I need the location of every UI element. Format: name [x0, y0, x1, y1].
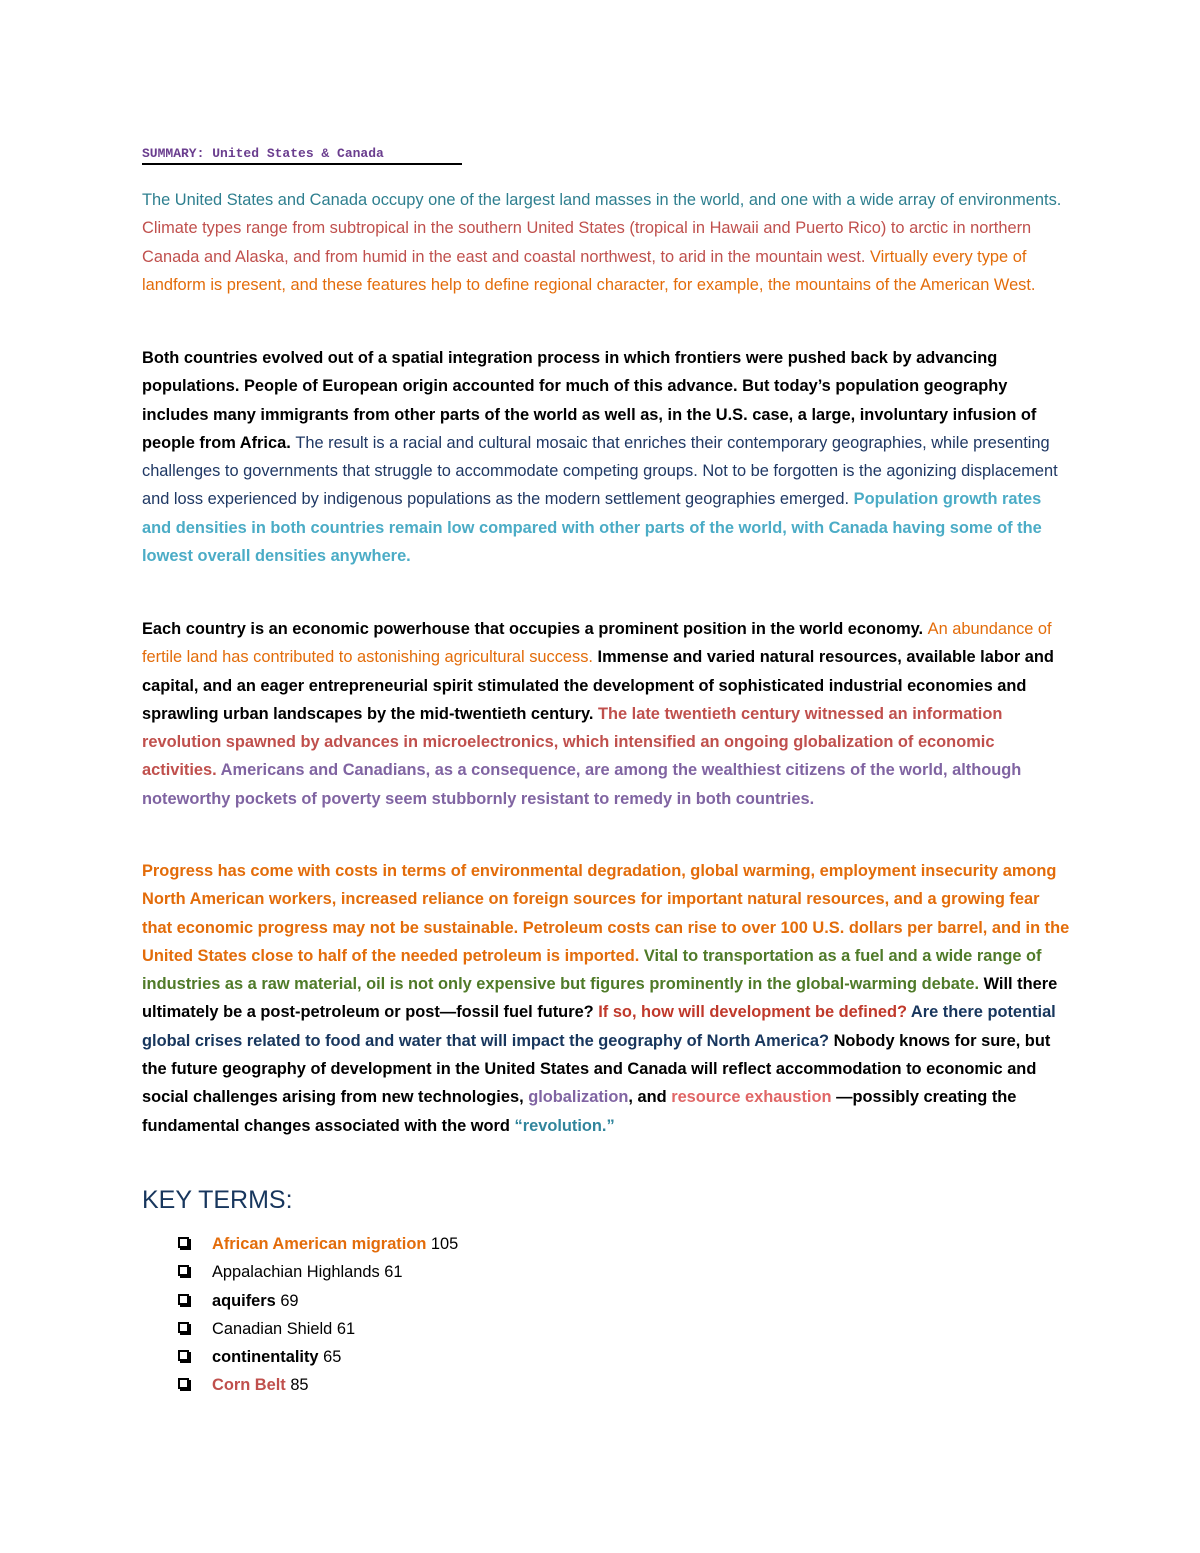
sentence: Immense and varied natural resources, available labor and capital, and an eager entrepreneurial spirit stimulated the development of sophisticated industrial economies and sprawling urban landscapes by the mid-twentieth century. — [142, 648, 1054, 723]
checkbox-icon[interactable] — [178, 1350, 189, 1361]
paragraph-population — [142, 344, 1072, 570]
key-term-item — [178, 1230, 458, 1258]
checkbox-icon[interactable] — [178, 1237, 189, 1248]
paragraph-environment — [142, 186, 1072, 299]
key-term: Appalachian Highlands — [212, 1263, 380, 1282]
sentence: —possibly creating the fundamental changes associated with the word — [142, 1088, 1017, 1135]
checkbox-icon[interactable] — [178, 1265, 189, 1276]
key-term-page: 61 — [379, 1263, 403, 1282]
key-terms-list — [178, 1230, 458, 1400]
key-term: African American migration — [212, 1235, 427, 1253]
key-term: continentality — [212, 1348, 319, 1367]
sentence: Each country is an economic powerhouse that occupies a prominent position in the world economy. — [142, 620, 928, 638]
sentence: Vital to transportation as a fuel and a wide range of industries as a raw material, oil is not only expensive but figures prominently in the global-warming debate. — [142, 946, 1042, 994]
key-term-page: 65 — [318, 1348, 342, 1367]
paragraph-economy — [142, 615, 1072, 813]
key-term-page: 61 — [332, 1319, 356, 1338]
key-terms-heading: KEY TERMS: — [142, 1186, 293, 1214]
sentence: The United States and Canada occupy one of the largest land masses in the world, and one with a wide array of environments. — [142, 191, 1062, 209]
sentence: , and — [628, 1088, 672, 1107]
sentence: Are there potential global crises related to food and water that will impact the geography of North America? — [142, 1003, 1056, 1050]
key-term-item — [178, 1258, 458, 1286]
key-term-page: 85 — [285, 1376, 309, 1395]
sentence: globalization — [528, 1088, 629, 1107]
summary-heading: SUMMARY: United States & Canada — [142, 146, 462, 165]
key-term-item — [178, 1287, 458, 1315]
sentence: Americans and Canadians, as a consequence, are among the wealthiest citizens of the world, although noteworthy pockets of poverty seem stubbornly resistant to remedy in both countries. — [142, 761, 1022, 808]
paragraph-progress — [142, 857, 1072, 1140]
sentence: An abundance of fertile land has contributed to astonishing agricultural success. — [142, 620, 1052, 667]
key-term-item — [178, 1371, 458, 1399]
key-term-item — [178, 1315, 458, 1343]
key-term-page: 69 — [275, 1291, 299, 1310]
checkbox-icon[interactable] — [178, 1378, 189, 1389]
sentence: Will there ultimately be a post-petroleum or post—fossil fuel future? — [142, 975, 1058, 1022]
sentence: “revolution.” — [514, 1116, 615, 1135]
sentence: Population growth rates and densities in both countries remain low compared with other parts of the world, with Canada having some of the lowest overall densities anywhere. — [142, 490, 1042, 566]
sentence: resource exhaustion — [671, 1088, 837, 1107]
key-term: aquifers — [212, 1291, 276, 1310]
sentence: The late twentieth century witnessed an information revolution spawned by advances in microelectronics, which intensified an ongoing globalization of economic activities. — [142, 704, 1003, 780]
key-term: Corn Belt — [212, 1376, 286, 1395]
sentence: If so, how will development be defined? — [598, 1003, 911, 1022]
sentence: Climate types range from subtropical in the southern United States (tropical in Hawaii and Puerto Rico) to arctic in northern Canada and Alaska, and from humid in the east and coastal northwest, to arid in the mountain west. — [142, 219, 1032, 266]
sentence: Both countries evolved out of a spatial integration process in which frontiers were pushed back by advancing populations. People of European origin accounted for much of this advance. But today’s population geography includes many immigrants from other parts of the world as well as, in the U.S. case, a large, involuntary infusion of people from Africa. — [142, 349, 1037, 452]
sentence: Nobody knows for sure, but the future geography of development in the United States and Canada will reflect accommodation to economic and social challenges arising from new technologies, — [142, 1031, 1051, 1107]
key-term-item — [178, 1343, 458, 1371]
sentence: The result is a racial and cultural mosaic that enriches their contemporary geographies, while presenting challenges to governments that struggle to accommodate competing groups. Not to be forgotten is the agonizing displacement and loss experienced by indigenous populations as the modern settlement geographies emerged. — [142, 433, 1058, 509]
key-term: Canadian Shield — [212, 1319, 333, 1338]
checkbox-icon[interactable] — [178, 1322, 189, 1333]
checkbox-icon[interactable] — [178, 1294, 189, 1305]
sentence: Virtually every type of landform is present, and these features help to define regional character, for example, the mountains of the American West. — [142, 247, 1036, 294]
key-term-page: 105 — [426, 1235, 459, 1253]
sentence: Progress has come with costs in terms of environmental degradation, global warming, employment insecurity among North American workers, increased reliance on foreign sources for important natural resources, and a growing fear that economic progress may not be sustainable. Petroleum costs can rise to over 100 U.S. dollars per barrel, and in the United States close to half of the needed petroleum is imported. — [142, 862, 1070, 965]
